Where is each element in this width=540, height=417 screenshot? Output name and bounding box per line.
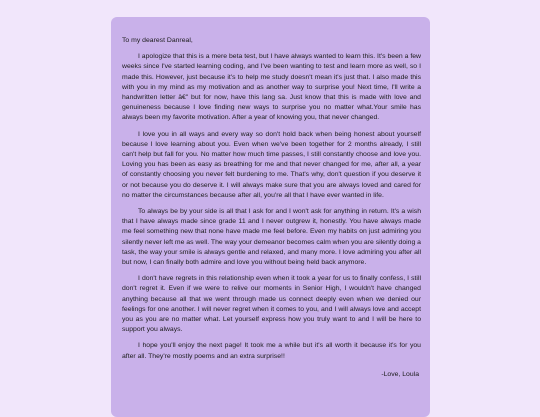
letter-paragraph: I apologize that this is a mere beta test, but I have always wanted to learn this. It's been a few weeks since I've started learning coding, and I've been wanting to test and learn more as well, so I made this. However, just because it's to help me study doesn't mean it's just that. I also made this with you in my mind as my motivation and as another way to surprise you! Next time, I'll write a handwritten letter â€" but for now, have this lang sa. Just know that this is made with love and genuineness because I love finding new ways to surprise you no matter what.Your smile has always been my favorite motivation. After a year of knowing you, that never changed.: [122, 53, 421, 122]
letter-paragraph: To always be by your side is all that I ask for and I won't ask for anything in return. It's a wish that I have always made since grade 11 and I never outgrew it, honestly. You have always made me feel something new that none have made me feel before. Even my habits on just admiring you silently never left me as well. The way your demeanor becomes calm when you are silently doing a task, the way your smile is always gentle and relaxed, and many more. I love admiring you after all but now, I can finally both admire and love you without being held back anymore.: [122, 208, 421, 267]
letter-paragraph: I love you in all ways and every way so don't hold back when being honest about yourself because I love learning about you. Even when we've been together for 2 months already, I still can't help but fall for you. No matter how much time passes, I still constantly choose and love you. Loving you has been as easy as breathing for me and that never changed for me, after all, a year of constantly choosing you never felt burdening to me. That's why, don't question if you deserve it or not because you do deserve it. I will always make sure that you are always loved and cared for no matter the circumstances because after all, you're all that I have ever wanted in life.: [122, 130, 421, 199]
letter-signoff: -Love, Loula: [381, 370, 419, 378]
letter-paragraph: I hope you'll enjoy the next page! It took me a while but it's all worth it because it's for you after all. They're mostly poems and an extra surprise!!: [122, 342, 421, 360]
letter-salutation: To my dearest Danreal,: [122, 37, 193, 44]
letter-paragraph: I don't have regrets in this relationship even when it took a year for us to finally confess, I still don't regret it. Even if we were to relive our moments in Senior High, I wouldn't have changed anything because all that we went through made us connect deeply even when we denied our feelings for one another. I will never regret when it comes to you, and I will always love and accept you as you are no matter what. Let yourself express how you truly want to and I will be here to support you always.: [122, 275, 421, 334]
letter-card: [111, 17, 430, 417]
